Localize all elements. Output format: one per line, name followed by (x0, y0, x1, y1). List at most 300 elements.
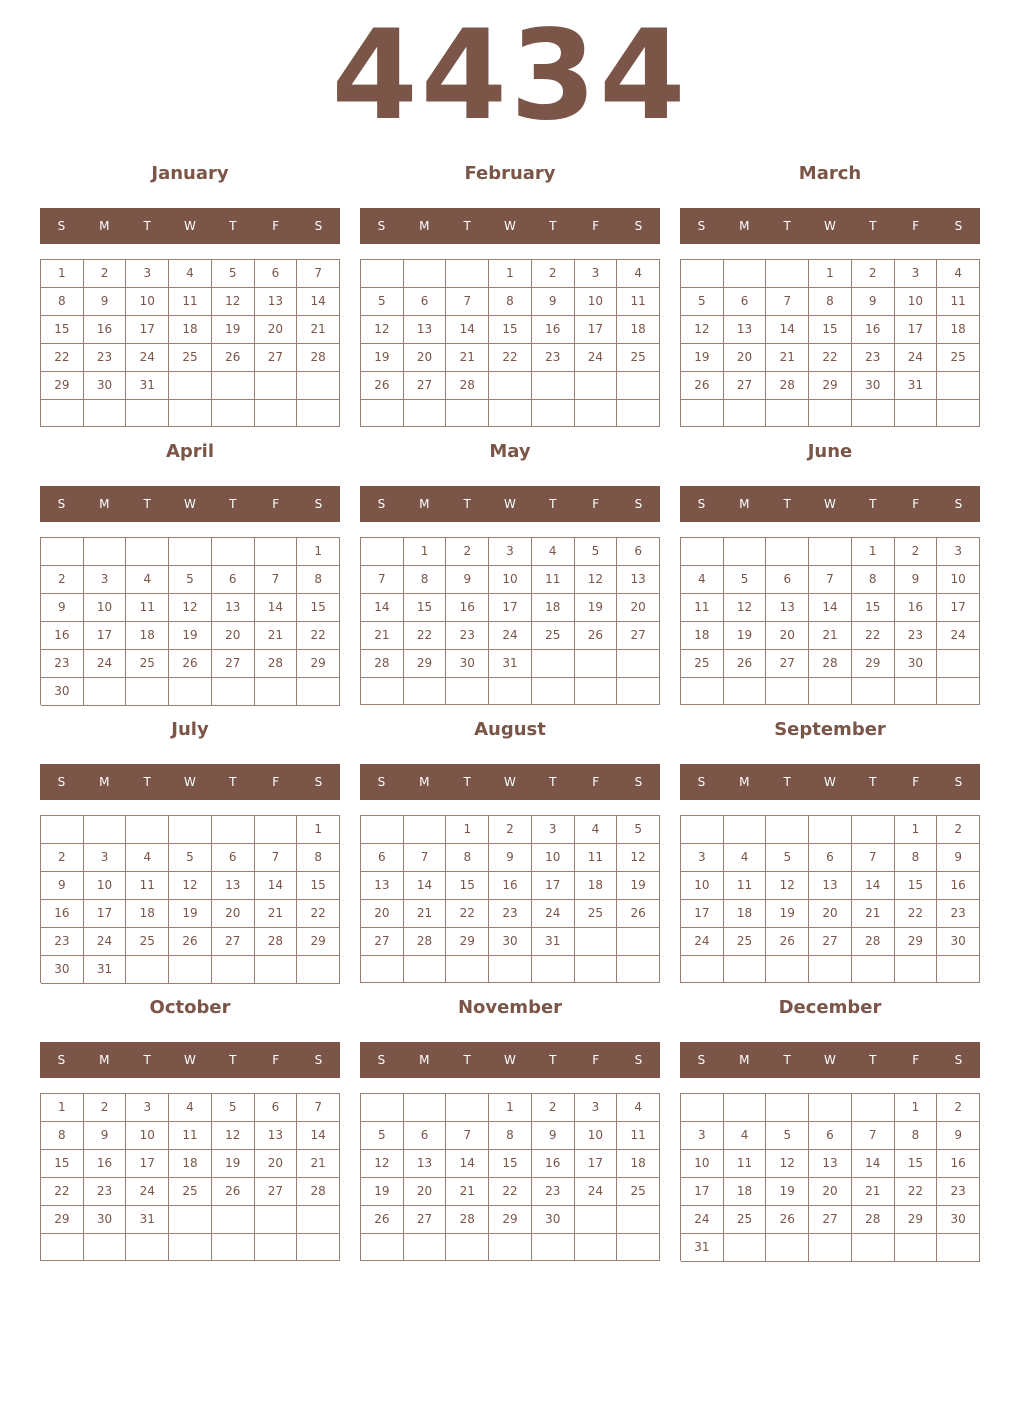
weekday-label: T (549, 1053, 557, 1067)
weekday-label: T (229, 497, 237, 511)
day-cell: 27 (766, 650, 809, 678)
day-cell: 15 (446, 872, 489, 900)
weekday-label: T (869, 219, 877, 233)
day-grid (680, 815, 980, 983)
day-cell: 14 (255, 872, 298, 900)
day-cell: 17 (575, 316, 618, 344)
weekday-label: S (634, 219, 643, 233)
day-cell (681, 816, 724, 844)
day-cell: 9 (895, 566, 938, 594)
day-cell (126, 538, 169, 566)
day-cell: 13 (212, 594, 255, 622)
day-grid (360, 1093, 660, 1261)
weekday-label: M (419, 497, 430, 511)
weekday-label: M (99, 219, 110, 233)
day-cell (575, 1206, 618, 1234)
day-cell (212, 538, 255, 566)
day-cell: 22 (489, 1178, 532, 1206)
day-cell (404, 400, 447, 427)
day-cell (852, 678, 895, 705)
month-september (680, 712, 980, 982)
day-cell: 8 (404, 566, 447, 594)
day-cell (169, 1234, 212, 1261)
day-cell: 16 (41, 900, 84, 928)
day-cell: 19 (724, 622, 767, 650)
weekday-label: T (463, 775, 471, 789)
day-cell: 28 (446, 1206, 489, 1234)
day-cell: 13 (404, 1150, 447, 1178)
day-cell: 3 (681, 1122, 724, 1150)
day-cell: 4 (126, 844, 169, 872)
day-cell (404, 260, 447, 288)
day-cell: 18 (724, 900, 767, 928)
day-cell: 8 (809, 288, 852, 316)
day-cell: 10 (126, 1122, 169, 1150)
weekday-label: S (954, 497, 963, 511)
weekday-label: W (184, 775, 196, 789)
day-cell (212, 956, 255, 984)
weekday-header (40, 486, 340, 522)
day-cell: 18 (617, 1150, 660, 1178)
day-cell: 20 (212, 622, 255, 650)
day-cell: 28 (809, 650, 852, 678)
day-cell: 17 (532, 872, 575, 900)
day-cell: 28 (255, 650, 298, 678)
day-cell: 27 (404, 372, 447, 400)
weekday-label: T (549, 775, 557, 789)
month-name: March (798, 163, 862, 184)
day-cell (532, 650, 575, 678)
weekday-label: S (57, 1053, 66, 1067)
day-cell: 15 (489, 1150, 532, 1178)
day-cell (361, 1094, 404, 1122)
day-cell: 31 (84, 956, 127, 984)
day-cell: 17 (895, 316, 938, 344)
day-cell: 14 (852, 872, 895, 900)
day-cell: 11 (169, 1122, 212, 1150)
weekday-label: S (57, 775, 66, 789)
weekday-header (360, 1042, 660, 1078)
day-cell (41, 1234, 84, 1261)
weekday-label: T (549, 219, 557, 233)
day-cell: 14 (255, 594, 298, 622)
day-cell: 8 (297, 566, 340, 594)
day-cell: 27 (361, 928, 404, 956)
day-cell (809, 1094, 852, 1122)
day-cell: 5 (169, 566, 212, 594)
day-cell: 16 (41, 622, 84, 650)
day-cell: 18 (532, 594, 575, 622)
weekday-label: T (783, 1053, 791, 1067)
day-cell: 29 (895, 1206, 938, 1234)
day-cell (895, 956, 938, 983)
month-november (360, 990, 660, 1260)
day-cell (852, 816, 895, 844)
day-cell: 29 (895, 928, 938, 956)
weekday-header (360, 764, 660, 800)
day-cell: 16 (84, 316, 127, 344)
day-cell: 7 (446, 288, 489, 316)
day-cell: 1 (809, 260, 852, 288)
weekday-label: F (592, 775, 600, 789)
day-cell: 24 (532, 900, 575, 928)
day-cell: 23 (895, 622, 938, 650)
weekday-header (680, 1042, 980, 1078)
day-cell (297, 1206, 340, 1234)
day-cell (361, 1234, 404, 1261)
day-cell: 12 (169, 594, 212, 622)
day-cell: 23 (41, 650, 84, 678)
day-cell: 7 (766, 288, 809, 316)
day-grid (40, 1093, 340, 1261)
day-cell: 8 (489, 288, 532, 316)
day-cell: 24 (575, 1178, 618, 1206)
day-cell: 12 (361, 316, 404, 344)
day-cell (297, 1234, 340, 1261)
day-cell: 4 (575, 816, 618, 844)
day-cell: 20 (404, 1178, 447, 1206)
weekday-label: S (314, 219, 323, 233)
day-cell (404, 678, 447, 705)
weekday-label: S (697, 775, 706, 789)
day-cell: 2 (852, 260, 895, 288)
day-cell: 10 (681, 1150, 724, 1178)
month-april (40, 434, 340, 704)
day-cell: 27 (255, 1178, 298, 1206)
weekday-label: S (377, 497, 386, 511)
day-cell: 1 (41, 1094, 84, 1122)
day-cell (617, 956, 660, 983)
day-cell: 16 (532, 316, 575, 344)
month-december (680, 990, 980, 1260)
day-cell (255, 1206, 298, 1234)
day-cell: 31 (681, 1234, 724, 1262)
day-cell: 25 (724, 1206, 767, 1234)
day-cell: 26 (617, 900, 660, 928)
day-cell: 15 (41, 316, 84, 344)
day-cell: 17 (84, 622, 127, 650)
day-cell: 23 (852, 344, 895, 372)
day-cell: 9 (84, 1122, 127, 1150)
day-cell: 25 (169, 344, 212, 372)
day-cell: 3 (489, 538, 532, 566)
day-cell: 21 (404, 900, 447, 928)
day-cell: 24 (126, 344, 169, 372)
day-cell: 6 (404, 288, 447, 316)
day-cell: 26 (212, 1178, 255, 1206)
weekday-label: T (143, 497, 151, 511)
month-february (360, 156, 660, 426)
day-cell: 23 (41, 928, 84, 956)
month-january (40, 156, 340, 426)
day-cell: 10 (895, 288, 938, 316)
day-cell (724, 1234, 767, 1262)
day-cell: 14 (297, 1122, 340, 1150)
day-cell: 5 (766, 844, 809, 872)
day-cell: 13 (617, 566, 660, 594)
day-cell: 24 (895, 344, 938, 372)
day-cell: 29 (297, 928, 340, 956)
day-cell (766, 956, 809, 983)
day-cell (617, 1206, 660, 1234)
day-grid (40, 537, 340, 705)
day-cell: 20 (766, 622, 809, 650)
day-cell: 1 (895, 816, 938, 844)
day-cell: 28 (852, 928, 895, 956)
day-cell: 8 (41, 1122, 84, 1150)
weekday-label: F (912, 219, 920, 233)
day-cell: 19 (575, 594, 618, 622)
day-cell (255, 1234, 298, 1261)
day-cell: 5 (681, 288, 724, 316)
day-cell (766, 260, 809, 288)
day-cell: 20 (255, 316, 298, 344)
day-cell: 6 (404, 1122, 447, 1150)
day-cell (532, 678, 575, 705)
day-cell: 17 (937, 594, 980, 622)
day-cell: 12 (169, 872, 212, 900)
day-cell (852, 956, 895, 983)
day-cell: 21 (446, 1178, 489, 1206)
day-cell: 30 (852, 372, 895, 400)
day-cell (169, 372, 212, 400)
day-cell (575, 678, 618, 705)
day-cell (937, 1234, 980, 1262)
day-cell: 22 (895, 900, 938, 928)
day-cell: 4 (937, 260, 980, 288)
day-cell (937, 678, 980, 705)
day-cell: 6 (255, 260, 298, 288)
weekday-label: W (504, 775, 516, 789)
day-cell: 1 (41, 260, 84, 288)
day-cell: 19 (361, 1178, 404, 1206)
day-cell: 30 (532, 1206, 575, 1234)
day-cell: 18 (937, 316, 980, 344)
day-cell: 24 (681, 928, 724, 956)
day-cell (361, 816, 404, 844)
day-cell (489, 372, 532, 400)
day-cell (297, 678, 340, 706)
day-cell: 3 (126, 1094, 169, 1122)
day-cell: 19 (766, 900, 809, 928)
month-august (360, 712, 660, 982)
day-cell: 17 (126, 1150, 169, 1178)
day-cell: 4 (169, 260, 212, 288)
day-cell: 22 (852, 622, 895, 650)
day-cell: 30 (41, 678, 84, 706)
day-cell: 26 (724, 650, 767, 678)
day-cell: 29 (446, 928, 489, 956)
day-cell: 5 (212, 260, 255, 288)
day-cell: 7 (404, 844, 447, 872)
day-cell: 23 (937, 900, 980, 928)
month-name: December (778, 997, 882, 1018)
day-cell: 31 (489, 650, 532, 678)
day-grid (40, 815, 340, 983)
day-cell: 6 (766, 566, 809, 594)
day-cell: 30 (446, 650, 489, 678)
day-cell: 21 (255, 900, 298, 928)
weekday-label: S (314, 1053, 323, 1067)
day-cell (766, 538, 809, 566)
day-cell: 5 (617, 816, 660, 844)
day-cell (489, 400, 532, 427)
day-cell: 7 (809, 566, 852, 594)
day-cell: 28 (297, 1178, 340, 1206)
day-cell: 24 (126, 1178, 169, 1206)
day-cell: 1 (446, 816, 489, 844)
day-cell (212, 678, 255, 706)
day-cell: 22 (41, 344, 84, 372)
day-cell (681, 538, 724, 566)
day-cell: 23 (84, 1178, 127, 1206)
weekday-label: T (783, 775, 791, 789)
weekday-label: S (57, 497, 66, 511)
day-cell: 24 (84, 650, 127, 678)
day-cell: 31 (126, 1206, 169, 1234)
day-cell: 16 (489, 872, 532, 900)
day-cell: 8 (297, 844, 340, 872)
day-cell: 11 (681, 594, 724, 622)
weekday-label: S (634, 497, 643, 511)
day-cell: 5 (724, 566, 767, 594)
day-cell: 20 (809, 900, 852, 928)
day-cell: 30 (937, 928, 980, 956)
day-cell (724, 678, 767, 705)
month-name: May (489, 441, 531, 462)
day-cell: 14 (361, 594, 404, 622)
weekday-label: S (57, 219, 66, 233)
weekday-label: S (954, 775, 963, 789)
day-cell: 7 (255, 566, 298, 594)
day-cell (212, 1234, 255, 1261)
day-cell: 13 (404, 316, 447, 344)
day-cell: 31 (532, 928, 575, 956)
day-cell: 29 (41, 372, 84, 400)
day-cell: 25 (126, 650, 169, 678)
day-cell: 12 (681, 316, 724, 344)
month-july (40, 712, 340, 982)
day-cell: 21 (852, 1178, 895, 1206)
day-cell (724, 1094, 767, 1122)
weekday-label: T (869, 1053, 877, 1067)
day-cell (297, 956, 340, 984)
weekday-header (360, 486, 660, 522)
day-cell (361, 260, 404, 288)
day-cell (724, 956, 767, 983)
day-cell: 19 (212, 1150, 255, 1178)
day-cell: 19 (169, 622, 212, 650)
weekday-label: M (99, 775, 110, 789)
day-cell (126, 1234, 169, 1261)
day-cell: 21 (297, 1150, 340, 1178)
day-cell: 30 (84, 372, 127, 400)
day-cell: 18 (169, 316, 212, 344)
day-cell: 6 (809, 844, 852, 872)
day-cell: 9 (41, 594, 84, 622)
day-grid (680, 259, 980, 427)
weekday-label: S (377, 775, 386, 789)
day-grid (360, 259, 660, 427)
day-cell: 26 (361, 372, 404, 400)
day-cell: 20 (617, 594, 660, 622)
day-cell: 9 (852, 288, 895, 316)
day-cell: 1 (297, 816, 340, 844)
weekday-label: T (783, 497, 791, 511)
day-cell: 30 (489, 928, 532, 956)
month-name: July (171, 719, 209, 740)
day-cell: 21 (852, 900, 895, 928)
day-cell: 18 (169, 1150, 212, 1178)
day-cell: 17 (681, 1178, 724, 1206)
day-cell (809, 1234, 852, 1262)
day-cell: 8 (852, 566, 895, 594)
day-cell: 11 (575, 844, 618, 872)
day-cell: 3 (84, 844, 127, 872)
day-cell: 16 (937, 1150, 980, 1178)
month-name: November (457, 997, 563, 1018)
day-cell (169, 1206, 212, 1234)
day-cell: 30 (84, 1206, 127, 1234)
day-cell: 18 (575, 872, 618, 900)
day-cell: 5 (766, 1122, 809, 1150)
day-cell: 9 (41, 872, 84, 900)
day-cell: 29 (489, 1206, 532, 1234)
weekday-label: M (99, 1053, 110, 1067)
day-cell (724, 538, 767, 566)
weekday-label: M (739, 497, 750, 511)
weekday-label: W (504, 219, 516, 233)
day-cell (681, 400, 724, 427)
day-cell: 6 (212, 844, 255, 872)
month-name: June (807, 441, 853, 462)
year-title: 4434 (331, 4, 689, 148)
day-cell: 28 (404, 928, 447, 956)
day-cell: 9 (489, 844, 532, 872)
day-cell: 13 (766, 594, 809, 622)
day-cell: 4 (681, 566, 724, 594)
day-cell: 1 (297, 538, 340, 566)
day-cell (937, 650, 980, 678)
day-cell: 6 (361, 844, 404, 872)
day-cell: 10 (84, 872, 127, 900)
day-cell: 9 (937, 844, 980, 872)
day-cell: 25 (937, 344, 980, 372)
day-cell: 2 (532, 1094, 575, 1122)
day-cell: 21 (809, 622, 852, 650)
day-cell (575, 400, 618, 427)
day-cell: 25 (575, 900, 618, 928)
day-cell: 8 (895, 1122, 938, 1150)
day-cell: 26 (361, 1206, 404, 1234)
day-cell: 20 (724, 344, 767, 372)
day-cell (937, 400, 980, 427)
day-cell: 10 (575, 1122, 618, 1150)
day-cell: 4 (724, 1122, 767, 1150)
day-cell: 26 (169, 650, 212, 678)
day-cell (766, 816, 809, 844)
day-cell (895, 400, 938, 427)
day-cell: 11 (724, 872, 767, 900)
day-cell (724, 260, 767, 288)
day-cell: 3 (937, 538, 980, 566)
day-cell: 21 (446, 344, 489, 372)
day-cell: 20 (361, 900, 404, 928)
day-cell (724, 816, 767, 844)
day-cell: 27 (617, 622, 660, 650)
weekday-label: M (739, 775, 750, 789)
day-cell (404, 956, 447, 983)
